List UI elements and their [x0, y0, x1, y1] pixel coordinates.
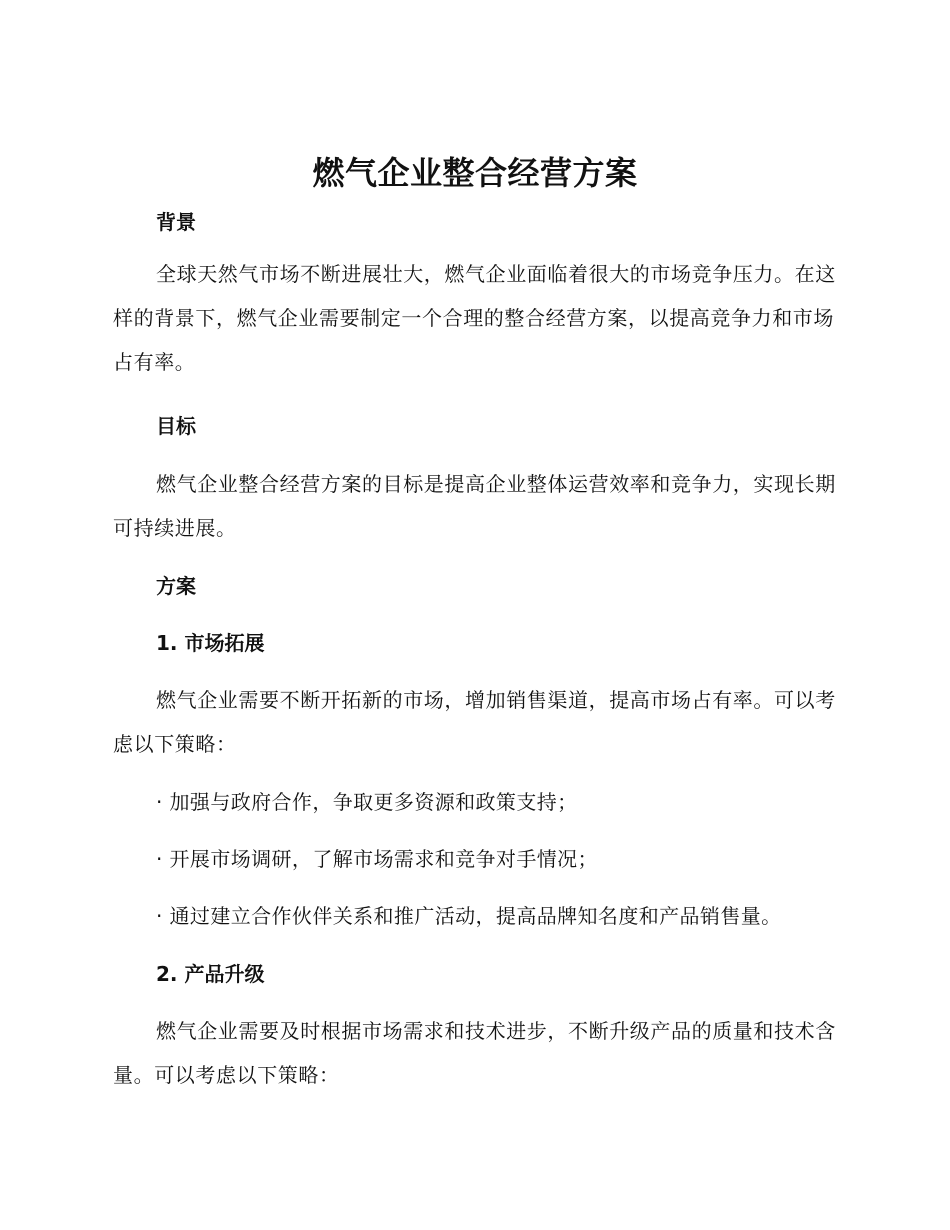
bullet-item: · 通过建立合作伙伴关系和推广活动，提高品牌知名度和产品销售量。	[156, 904, 782, 928]
bullet-item: · 开展市场调研，了解市场需求和竞争对手情况；	[156, 847, 598, 871]
paragraph-background: 全球天然气市场不断进展壮大，燃气企业面临着很大的市场竞争压力。在这样的背景下，燃气企业需要制定一个合理的整合经营方案，以提高竞争力和市场占有率。	[113, 262, 836, 374]
section-heading-plan: 方案	[156, 574, 196, 598]
document-title: 燃气企业整合经营方案	[312, 154, 638, 192]
section-heading-goal: 目标	[156, 414, 196, 438]
paragraph-market: 燃气企业需要不断开拓新的市场，增加销售渠道，提高市场占有率。可以考虑以下策略：	[113, 688, 836, 756]
subsection-heading-product: 2. 产品升级	[156, 962, 265, 986]
paragraph-product: 燃气企业需要及时根据市场需求和技术进步，不断升级产品的质量和技术含量。可以考虑以下策略：	[113, 1019, 836, 1087]
paragraph-goal: 燃气企业整合经营方案的目标是提高企业整体运营效率和竞争力，实现长期可持续进展。	[113, 472, 836, 540]
subsection-heading-market: 1. 市场拓展	[156, 631, 265, 655]
bullet-item: · 加强与政府合作，争取更多资源和政策支持；	[156, 790, 578, 814]
section-heading-background: 背景	[156, 210, 196, 234]
